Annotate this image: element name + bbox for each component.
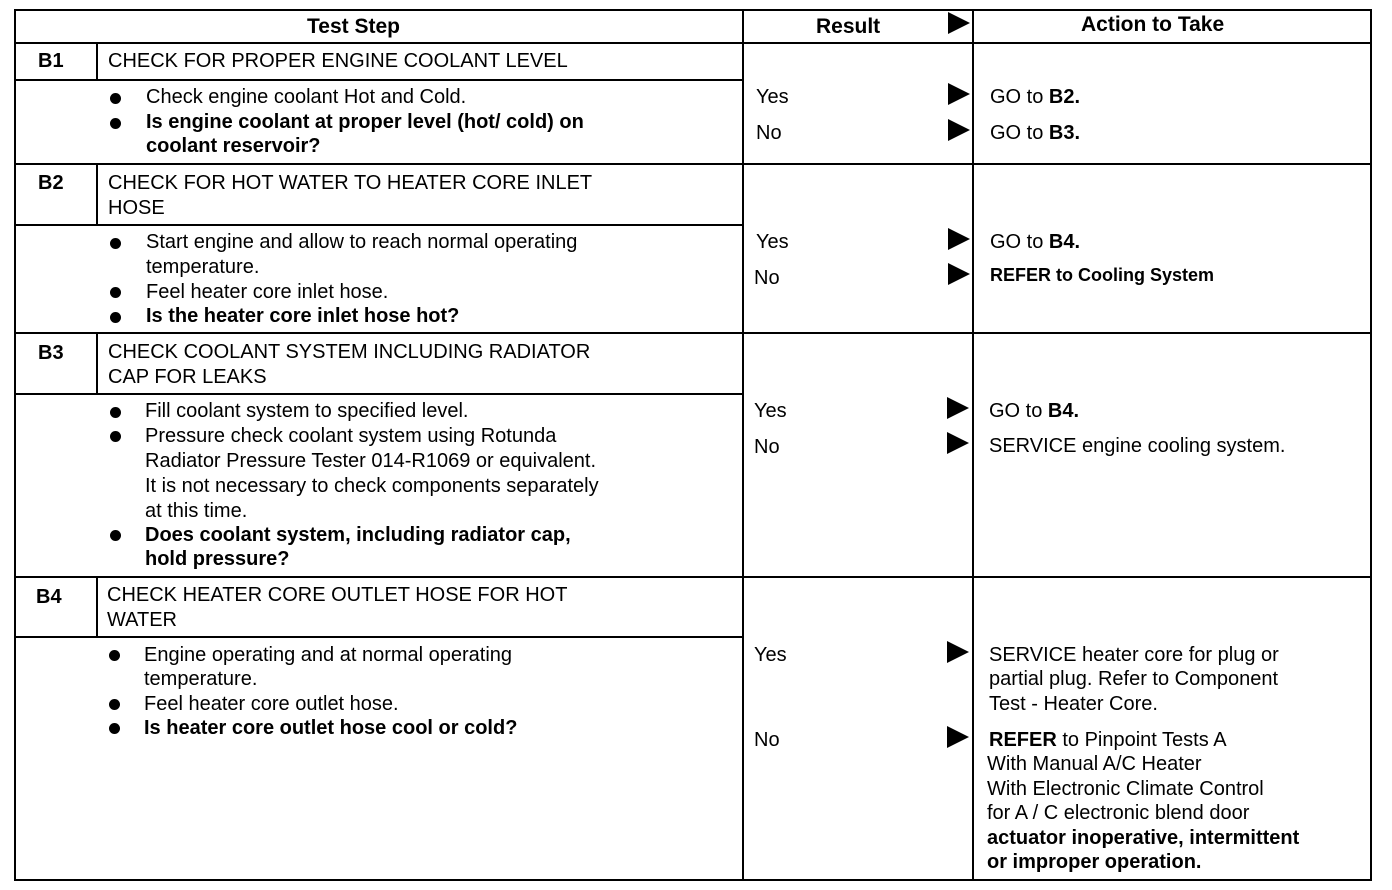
result-no: No <box>754 729 780 751</box>
action-text: GO to B3. <box>990 122 1081 144</box>
step-title <box>108 340 590 389</box>
arrow-right-icon <box>948 263 970 285</box>
bullet-text: temperature. <box>144 668 258 690</box>
header-action: Action to Take <box>1081 13 1225 36</box>
bullet-text: Engine operating and at normal operating <box>144 644 513 666</box>
step-title-divider <box>14 636 744 638</box>
action-line: partial plug. Refer to Component <box>989 668 1279 690</box>
bullet-text: Feel heater core outlet hose. <box>144 693 399 715</box>
step-title-line: CHECK FOR HOT WATER TO HEATER CORE INLET <box>108 172 593 194</box>
diagnostic-table <box>14 9 1372 881</box>
bullet-text: Start engine and allow to reach normal operating <box>146 231 578 253</box>
arrow-right-icon <box>948 228 970 250</box>
header-test-step: Test Step <box>307 15 400 38</box>
header-divider <box>14 42 1372 44</box>
arrow-right-icon <box>948 119 970 141</box>
bullet-text: Fill coolant system to specified level. <box>145 400 469 422</box>
bullet-icon <box>110 118 121 129</box>
arrow-right-icon <box>947 397 969 419</box>
result-no: No <box>754 436 780 458</box>
action-line: actuator inoperative, intermittent <box>987 827 1300 849</box>
step-title-line: CHECK COOLANT SYSTEM INCLUDING RADIATOR <box>108 341 591 363</box>
action-line: for A / C electronic blend door <box>987 802 1250 824</box>
action-text: GO to B2. <box>990 86 1081 108</box>
step-title <box>108 49 568 74</box>
bullet-icon <box>110 431 121 442</box>
step-title-line: CHECK HEATER CORE OUTLET HOSE FOR HOT <box>107 584 568 606</box>
bullet-text: temperature. <box>146 256 260 278</box>
arrow-right-icon <box>948 83 970 105</box>
result-no: No <box>756 122 782 144</box>
step-title-divider <box>14 224 744 226</box>
step-title-line: WATER <box>107 608 177 631</box>
action-text: GO to B4. <box>989 400 1080 422</box>
step-divider <box>14 332 1372 334</box>
bullet-icon <box>110 407 121 418</box>
step-id: B2 <box>38 172 64 194</box>
step-id-divider <box>96 42 98 80</box>
action-line: REFER to Pinpoint Tests A <box>989 729 1227 751</box>
arrow-right-icon <box>947 641 969 663</box>
column-divider-action <box>972 9 974 881</box>
step-title-divider <box>14 79 744 81</box>
bullet-text: Is engine coolant at proper level (hot/ cold) on <box>146 111 584 133</box>
action-line: With Electronic Climate Control <box>987 778 1264 800</box>
bullet-icon <box>109 699 120 710</box>
bullet-icon <box>110 93 121 104</box>
step-divider <box>14 576 1372 578</box>
header-arrow-icon <box>948 12 970 34</box>
result-yes: Yes <box>756 86 789 108</box>
action-line: SERVICE heater core for plug or <box>989 644 1279 666</box>
step-id-divider <box>96 576 98 637</box>
bullet-text: coolant reservoir? <box>146 135 321 157</box>
header-result: Result <box>816 15 881 38</box>
bullet-text: Is heater core outlet hose cool or cold? <box>144 717 518 739</box>
step-title <box>108 171 592 220</box>
step-title-line: CAP FOR LEAKS <box>108 365 267 388</box>
bullet-text: Pressure check coolant system using Rotunda <box>145 425 557 447</box>
bullet-text: It is not necessary to check components separately <box>145 475 599 497</box>
table-bottom-border <box>14 879 1372 881</box>
bullet-text: Feel heater core inlet hose. <box>146 281 389 303</box>
table-left-border <box>14 9 16 881</box>
action-text: REFER to Cooling System <box>990 265 1215 285</box>
step-id: B3 <box>38 342 64 364</box>
step-id-divider <box>96 332 98 394</box>
action-text: GO to B4. <box>990 231 1081 253</box>
bullet-text: hold pressure? <box>145 548 290 570</box>
result-yes: Yes <box>756 231 789 253</box>
column-divider-result <box>742 9 744 881</box>
arrow-right-icon <box>947 432 969 454</box>
step-divider <box>14 163 1372 165</box>
table-right-border <box>1370 9 1372 881</box>
table-top-border <box>14 9 1372 11</box>
arrow-right-icon <box>947 726 969 748</box>
step-title-divider <box>14 393 744 395</box>
step-title-line: CHECK FOR PROPER ENGINE COOLANT LEVEL <box>108 50 568 72</box>
bullet-icon <box>110 312 121 323</box>
step-title <box>107 583 567 632</box>
bullet-icon <box>109 723 120 734</box>
bullet-text: Is the heater core inlet hose hot? <box>146 305 460 327</box>
bullet-icon <box>109 650 120 661</box>
bullet-icon <box>110 287 121 298</box>
step-title-line: HOSE <box>108 196 165 219</box>
action-line: With Manual A/C Heater <box>987 753 1202 775</box>
bullet-text: Check engine coolant Hot and Cold. <box>146 86 467 108</box>
action-line: Test - Heater Core. <box>989 693 1158 715</box>
result-yes: Yes <box>754 400 787 422</box>
bullet-text: Does coolant system, including radiator cap, <box>145 524 571 546</box>
step-id-divider <box>96 163 98 225</box>
bullet-icon <box>110 238 121 249</box>
step-id: B4 <box>36 586 62 608</box>
result-no: No <box>754 267 780 289</box>
result-yes: Yes <box>754 644 787 666</box>
bullet-icon <box>110 530 121 541</box>
bullet-text: Radiator Pressure Tester 014-R1069 or equivalent. <box>145 450 596 472</box>
step-id: B1 <box>38 50 64 72</box>
action-line: or improper operation. <box>987 851 1202 873</box>
action-text: SERVICE engine cooling system. <box>989 435 1286 457</box>
bullet-text: at this time. <box>145 500 248 522</box>
